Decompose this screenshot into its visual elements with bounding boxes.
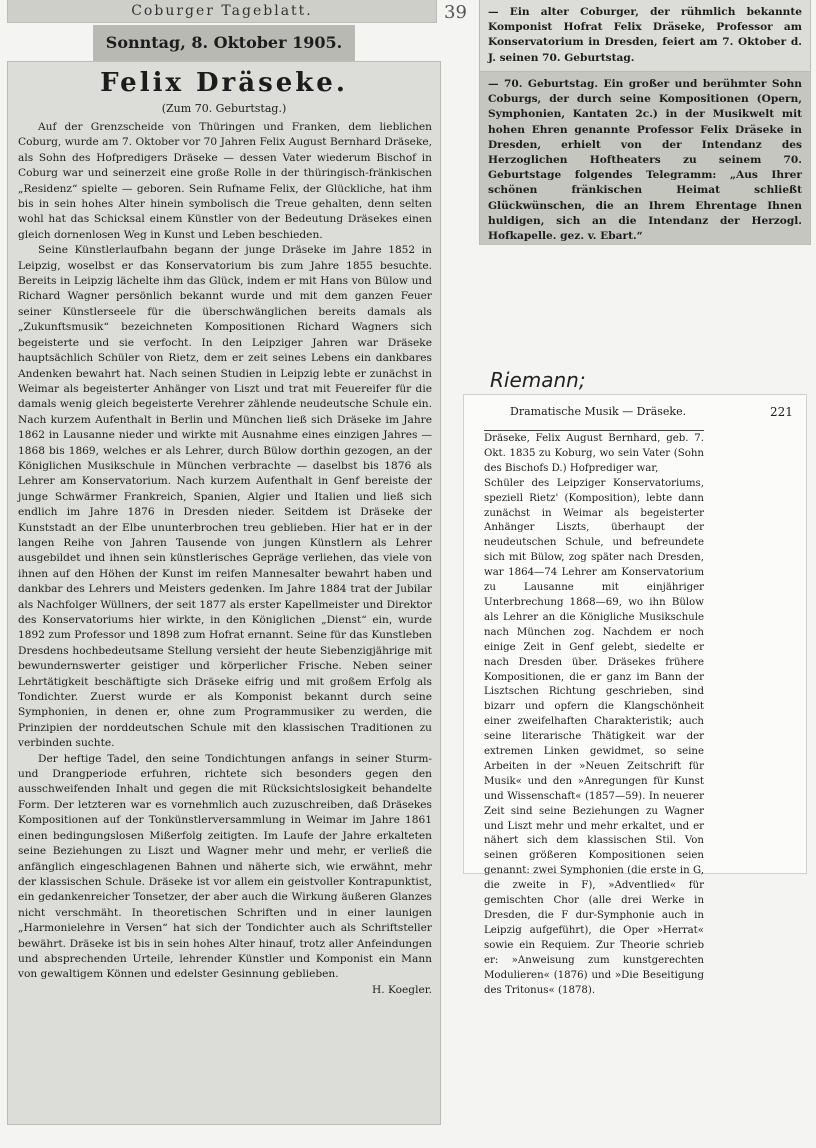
masthead-strip (8, 0, 436, 22)
article-paragraph: Seine Künstlerlaufbahn begann der junge Dräseke im Jahre 1852 in Leipzig, woselbst er das Konservatorium bis zum Jahre 1855 besuchte. Bereits in Leipzig lächelte ihm das Glück, indem er mit Hans von Bülow und Richard Wagner persönlich bekannt wurde und mit dem ganzen Feuer seiner Künstlerseele für die überschwänglichen bereits damals als „Zukunftsmusik“ bezeichneten Kompositionen Richard Wagners sich begeisterte und sie verfocht. In den Leipziger Jahren war Dräseke hauptsächlich Schüler von Rietz, dem er zeit seines Lebens ein dankbares Andenken bewahrt hat. Nach seinen Studien in Leipzig lebte er zunächst in Weimar als begeisterter Anhänger von Liszt und trat mit Feuereifer für die damals wenig gleich begeisterte Verehrer zählende neudeutsche Schule ein. Nach kurzem Aufenthalt in Berlin und München ließ sich Dräseke im Jahre 1862 in Lausanne nieder und wirkte mit Ausnahme eines einzigen Jahres — 1868 bis 1869, welches er als Lehrer, durch Bülow dorthin gezogen, an der Königlichen Musikschule in München verbrachte — daselbst bis 1876 als Lehrer am Konservatorium. Nach kurzem Aufenthalt in Genf bereiste der junge Schwärmer Frankreich, Spanien, Algier und Italien und ließ sich endlich im Jahre 1876 in Dresden nieder. Seitdem ist Dräseke der Kunststadt an der Elbe ununterbrochen treu geblieben. Hier hat er in der langen Reihe von Jahren Tausende von jungen Künstlern als Lehrer ausgebildet und ihnen sein künstlerisches Gepräge verliehen, das viele von ihnen auf den Höhen der Kunst im reifen Mannesalter bewahrt haben und dankbar des Lehrers und Meisters gedenken. Im Jahre 1884 trat der Jubilar als Nachfolger Wüllners, der seit 1877 als erster Kapellmeister und Direktor des Konservatoriums hier wirkte, in den Königlichen „Dienst“ ein, wurde 1892 zum Professor und 1898 zum Hofrat ernannt. Seine für das Kunstleben Dresdens hochbedeutsame Stellung versieht der heute Siebenzigjährige mit bewundernswerter geistiger und körperlicher Frische. Neben seiner Lehrtätigkeit beschäftigte sich Dräseke eifrig und mit großem Erfolg als Tondichter. Zuerst wurde er als Komponist bekannt durch seine Symphonien, in denen er, ohne zum Programmusiker zu werden, die Prinzipien der norddeutschen Schule mit den klassischen Traditionen zu verbinden suchte. (18, 244, 432, 750)
article-body (18, 120, 432, 998)
article-title: Felix Dräseke. (100, 68, 348, 98)
news-note-clipping: — 70. Geburtstag. Ein großer und berühmter Sohn Coburgs, der durch seine Kompositionen (Opern, Symphonien, Kantaten 2c.) in der Musikwelt mit hohen Ehren genannte Professor Felix Dräseke in Dresden, erhielt von der Intendanz des Herzoglichen Hoftheaters zu seinem 70. Geburtstage folgendes Telegramm: „Aus Ihrer schönen fränkischen Heimat schließt Glückwünschen, die an Ihrem Ehrentage Ihnen huldigen, sich an die Intendanz der Herzogl. Hofkapelle. gez. v. Ebart.“ (480, 72, 810, 244)
page-number: 39 (444, 2, 467, 23)
main-article-clipping (8, 62, 440, 1124)
news-note-clipping: — Ein alter Coburger, der rühmlich bekannte Komponist Hofrat Felix Dräseke, Professor am Konservatorium in Dresden, feiert am 7. Oktober d. J. seinen 70. Geburtstag. (480, 0, 810, 72)
encyclopedia-page-number: 221 (770, 405, 793, 419)
handwritten-annotation: Riemann; (490, 368, 586, 392)
article-signature: H. Koegler. (372, 983, 432, 996)
date-line: Sonntag, 8. Oktober 1905. (105, 33, 343, 52)
article-paragraph: Auf der Grenzscheide von Thüringen und Franken, dem lieblichen Coburg, wurde am 7. Oktober vor 70 Jahren Felix August Bernhard Dräseke, als Sohn des Hofpredigers Dräseke — dessen Vater wiederum Bischof in Coburg war und seinerzeit eine große Rolle in der thüringisch-fränkischen „Residenz“ spielte — geboren. Sein Rufname Felix, der Glückliche, hat ihm bis in sein hohes Alter hinein symbolisch die Treue gehalten, denn selten wohl hat das Schicksal einem Künstler von der Bedeutung Dräsekes einen gleich dornenlosen Weg in Kunst und Leben beschieden. (18, 121, 432, 241)
encyclopedia-entry-lead: Dräseke, Felix August Bernhard, geb. 7. Okt. 1835 zu Koburg, wo sein Vater (Sohn des Bischofs D.) Hofprediger war, (484, 430, 704, 477)
article-paragraph: Der heftige Tadel, den seine Tondichtungen anfangs in seiner Sturm- und Drangperiode erfuhren, richtete sich besonders gegen den ausschweifenden Inhalt und gegen die mit Rücksichtslosigkeit behandelte Form. Der letzteren war es vornehmlich auch zuzuschreiben, daß Dräsekes Kompositionen auf der Tonkünstlerversammlung in Weimar im Jahre 1861 einen bedingungslosen Mißerfolg zeitigten. Im Laufe der Jahre erkalteten seine Beziehungen zu Liszt und Wagner mehr und mehr, er verließ die anfänglich eingeschlagenen Bahnen und näherte sich, wie erwähnt, mehr der klassischen Schule. Dräseke ist vor allem ein geistvoller Kontrapunktist, ein gedankenreicher Tonsetzer, der aber auch die Wirkung äußeren Glanzes nicht verschmäht. In theoretischen Schriften und in einer launigen „Harmonielehre in Versen“ hat sich der Tondichter auch als Schriftsteller bewährt. Dräseke ist bis in sein hohes Alter hinauf, trotz aller Anfeindungen und absprechenden Urteile, lehrender Künstler und Komponist ein Mann von gewaltigem Können und edelster Gesinnung geblieben. (18, 752, 432, 981)
encyclopedia-running-head: Dramatische Musik — Dräseke. (510, 405, 687, 418)
date-strip (94, 26, 354, 60)
article-subtitle: (Zum 70. Geburtstag.) (161, 102, 287, 115)
encyclopedia-clipping (464, 395, 806, 996)
encyclopedia-entry (484, 430, 704, 998)
encyclopedia-entry-body: Schüler des Leipziger Konservatoriums, speziell Rietz' (Komposition), lebte dann zunächst in Weimar als begeisterter Anhänger Liszts, überhaupt der neudeutschen Schule, und befreundete sich mit Bülow, zog später nach Dresden, war 1864—74 Lehrer am Konservatorium zu Lausanne mit einjähriger Unterbrechung 1868—69, wo ihn Bülow als Lehrer an die Königliche Musikschule nach München zog. Nachdem er noch einige Zeit in Genf gelebt, siedelte er nach Dresden über. Dräsekes frühere Kompositionen, die er ganz im Bann der Lisztschen Richtung geschrieben, sind bizarr und opfern die Klangschönheit einer zweifelhaften Charakteristik; auch seine literarische Thätigkeit war der extremen Linken gewidmet, so seine Arbeiten in der »Neuen Zeitschrift für Musik« und den »Anregungen für Kunst und Wissenschaft« (1857—59). In neuerer Zeit sind seine Beziehungen zu Wagner und Liszt mehr und mehr erkaltet, und er nähert sich dem klassischen Stil. Von seinen größeren Kompositionen seien genannt: zwei Symphonien (die erste in G, die zweite in F), »Adventlied« für gemischten Chor (alle drei Werke in Dresden, die F dur-Symphonie auch in Leipzig aufgeführt), die Oper »Herrat« sowie ein Requiem. Zur Theorie schrieb er: »Anweisung zum kunstgerechten Modulieren« (1876) und »Die Beseitigung des Tritonus« (1878). (484, 477, 704, 996)
newspaper-masthead: Coburger Tageblatt. (131, 3, 313, 19)
